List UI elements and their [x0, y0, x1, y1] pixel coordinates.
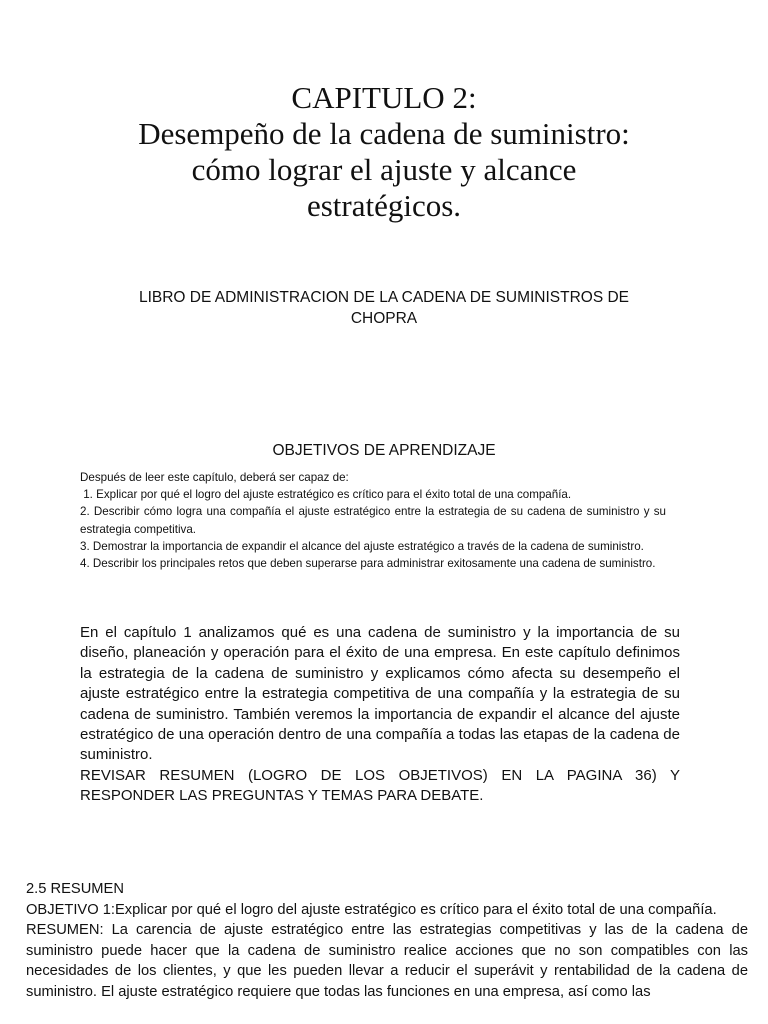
summary-objective-1: OBJETIVO 1:Explicar por qué el logro del ajuste estratégico es crítico para el éxito total de una compañía.: [26, 901, 717, 918]
chapter-title-line-3: estratégicos.: [306, 188, 462, 223]
book-source-line-2: CHOPRA: [350, 310, 418, 327]
book-source-line-1: LIBRO DE ADMINISTRACION DE LA CADENA DE SUMINISTROS DE: [138, 289, 630, 306]
book-source: [0, 287, 768, 329]
review-instruction: REVISAR RESUMEN (LOGRO DE LOS OBJETIVOS) EN LA PAGINA 36) Y RESPONDER LAS PREGUNTAS Y TEMAS PARA DEBATE.: [80, 766, 680, 805]
chapter-title-line-1: Desempeño de la cadena de suministro:: [138, 116, 630, 151]
chapter-title: [0, 80, 768, 224]
objective-item-3: 3. Demostrar la importancia de expandir el alcance del ajuste estratégico a través de la cadena de suministro.: [80, 539, 644, 553]
objectives-list: [80, 469, 666, 572]
objectives-heading: OBJETIVOS DE APRENDIZAJE: [272, 442, 496, 459]
chapter-number: CAPITULO 2:: [291, 80, 477, 115]
resumen-text: La carencia de ajuste estratégico entre las estrategias competitivas y las de la cadena de suministro puede hacer que la cadena de suministro realice acciones que no son compatibles con las necesidades de los clientes, y que les pueden llevar a reducir el superávit y rentabilidad de la cadena de suministro. El ajuste estratégico requiere que todas las funciones en una empresa, así como las: [26, 922, 748, 1000]
chapter-introduction: [80, 623, 680, 807]
resumen-label: RESUMEN:: [26, 922, 104, 939]
objective-item-1: 1. Explicar por qué el logro del ajuste estratégico es crítico para el éxito total de una compañía.: [80, 488, 572, 502]
intro-paragraph: En el capítulo 1 analizamos qué es una cadena de suministro y la importancia de su diseño, planeación y operación para el éxito de una empresa. En este capítulo definimos la estrategia de la cadena de suministro y explicamos cómo afecta su desempeño el ajuste estratégico entre la estrategia competitiva de una compañía y la estrategia de su cadena de suministro. También veremos la importancia de expandir el alcance del ajuste estratégico de una operación dentro de una compañía a todas las etapas de la cadena de suministro.: [80, 624, 680, 764]
summary-heading: 2.5 RESUMEN: [26, 881, 124, 897]
summary-resumen: [26, 920, 748, 1002]
chapter-title-line-2: cómo lograr el ajuste y alcance: [191, 152, 577, 187]
objectives-intro: Después de leer este capítulo, deberá ser capaz de:: [80, 471, 349, 484]
summary-section: [26, 879, 748, 1003]
objective-item-2: 2. Describir cómo logra una compañía el ajuste estratégico entre la estrategia de su cadena de suministro y su estrategia competitiva.: [80, 505, 666, 536]
objective-item-4: 4. Describir los principales retos que deben superarse para administrar exitosamente una cadena de suministro.: [80, 557, 656, 571]
